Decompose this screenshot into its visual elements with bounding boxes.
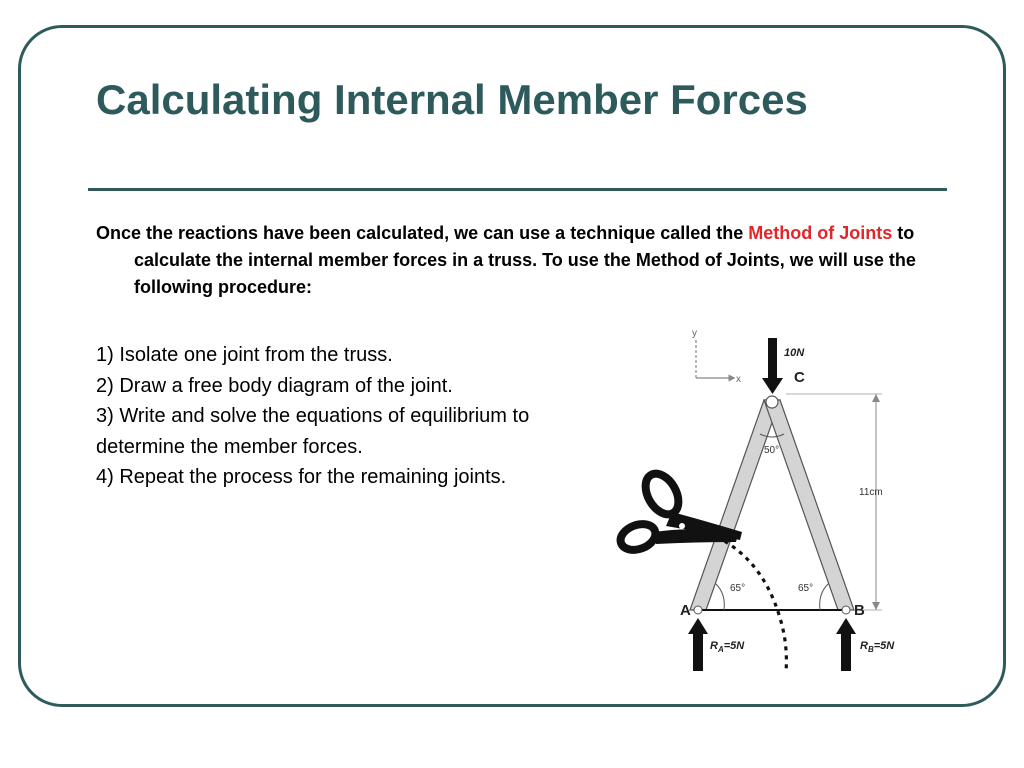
base-angle-left-label: 65°: [730, 583, 746, 594]
truss-diagram: [610, 322, 930, 684]
joint-b-label: B: [854, 602, 865, 619]
axis-y-label: y: [692, 328, 697, 339]
reaction-arrow-a: [688, 618, 708, 671]
procedure-step-1: 1) Isolate one joint from the truss.: [96, 344, 393, 366]
height-label: 11cm: [859, 487, 883, 498]
reaction-b-label: [860, 640, 895, 654]
method-of-joints-highlight: Method of Joints: [748, 223, 893, 243]
joint-c-label: C: [794, 369, 805, 386]
slide-title: Calculating Internal Member Forces: [96, 76, 808, 123]
intro-text-after: to calculate the internal member forces in a truss. To use the Method of Joints, we will use the following procedure:: [134, 223, 916, 297]
intro-text-before: Once the reactions have been calculated, we can use a technique called the: [96, 223, 749, 243]
scissors-icon: [617, 468, 742, 554]
load-label: 10N: [784, 347, 805, 359]
apex-angle-label: 50°: [764, 445, 780, 456]
reaction-b-value: =5N: [873, 640, 895, 652]
truss-diagram-svg: [610, 322, 930, 684]
reaction-b-subscript: B: [867, 645, 874, 654]
coordinate-axes: [692, 328, 741, 385]
truss-members: [690, 396, 854, 614]
reaction-b-symbol: R: [860, 640, 868, 652]
procedure-list: [96, 340, 576, 493]
title-divider: [88, 188, 947, 191]
load-arrow: [762, 338, 783, 394]
reaction-a-value: =5N: [723, 640, 745, 652]
reaction-a-symbol: R: [710, 640, 718, 652]
procedure-step-4: 4) Repeat the process for the remaining joints.: [96, 466, 507, 488]
procedure-step-3: 3) Write and solve the equations of equilibrium to determine the member forces.: [96, 405, 530, 458]
procedure-step-2: 2) Draw a free body diagram of the joint.: [96, 374, 453, 397]
axis-x-label: x: [736, 374, 741, 385]
reaction-arrow-b: [836, 618, 856, 671]
base-angle-right-label: 65°: [798, 583, 814, 594]
reaction-a-label: [710, 640, 745, 654]
reaction-a-subscript: A: [717, 645, 724, 654]
joint-a-label: A: [680, 602, 691, 619]
intro-paragraph: [96, 220, 964, 301]
